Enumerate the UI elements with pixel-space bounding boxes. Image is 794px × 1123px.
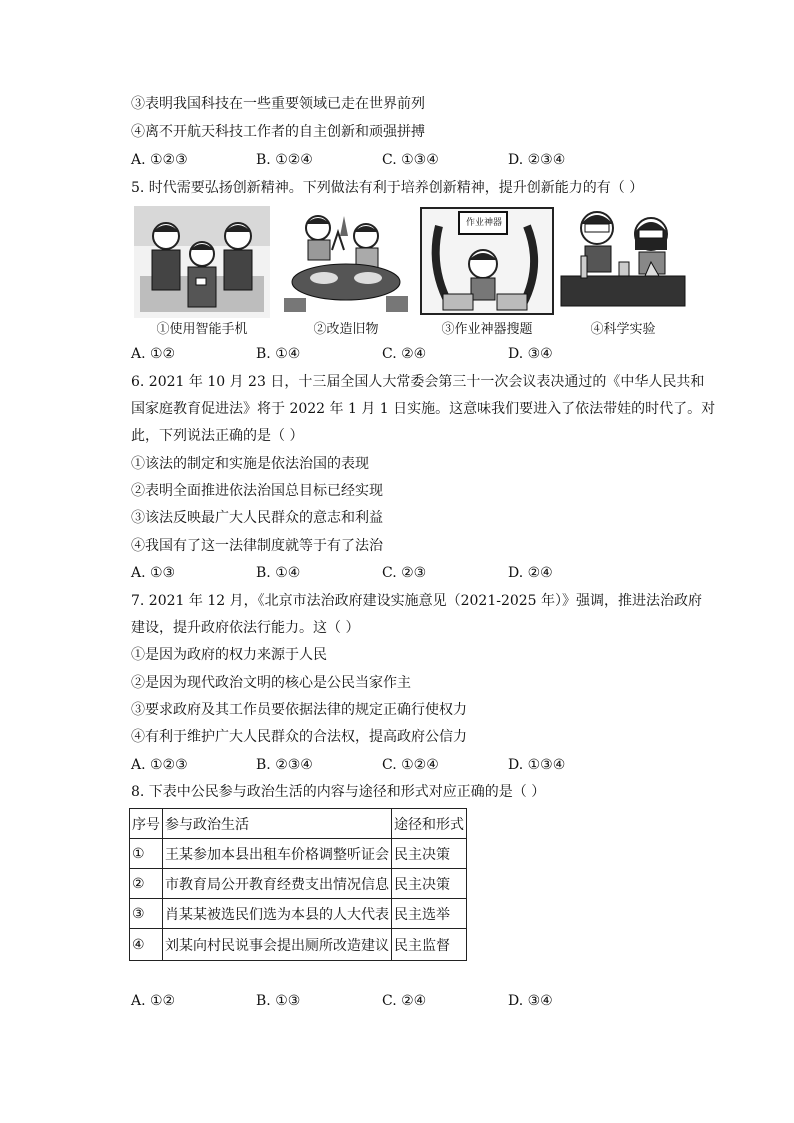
row-index: ③ bbox=[130, 899, 163, 929]
row-content: 市教育局公开教育经费支出情况信息 bbox=[163, 869, 392, 899]
row-content: 刘某向村民说事会提出厕所改造建议 bbox=[163, 929, 392, 961]
q4-options bbox=[131, 150, 691, 170]
option-b[interactable]: B. ①④ bbox=[256, 346, 301, 362]
q5-caption-3: ③作业神器搜题 bbox=[441, 322, 533, 337]
people-with-phones-icon bbox=[134, 206, 270, 318]
table-row bbox=[130, 899, 467, 929]
q5-image-4 bbox=[555, 206, 691, 338]
option-d[interactable]: D. ②④ bbox=[508, 565, 553, 581]
q8-options bbox=[131, 991, 691, 1011]
q7-item-1: ①是因为政府的权力来源于人民 bbox=[131, 647, 327, 663]
q5-options bbox=[131, 344, 691, 364]
row-index: ① bbox=[130, 839, 163, 869]
q8-table bbox=[129, 808, 467, 961]
option-c[interactable]: C. ②④ bbox=[382, 993, 427, 1009]
option-b[interactable]: B. ①③ bbox=[256, 993, 301, 1009]
q6-stem-line-2: 国家庭教育促进法》将于 2022 年 1 月 1 日实施。这意味我们要进入了依法带娃的时代了。对 bbox=[131, 401, 716, 417]
option-b[interactable]: B. ①④ bbox=[256, 565, 301, 581]
q6-stem-line-3: 此，下列说法正确的是（ ） bbox=[131, 428, 304, 444]
option-c[interactable]: C. ②③ bbox=[382, 565, 427, 581]
q5-caption-1: ①使用智能手机 bbox=[156, 322, 248, 337]
q7-stem-line-1: 7. 2021 年 12 月，《北京市法治政府建设实施意见（2021-2025 年）》强调，推进法治政府 bbox=[131, 593, 703, 609]
q6-item-4: ④我国有了这一法律制度就等于有了法治 bbox=[131, 538, 383, 554]
table-row bbox=[130, 869, 467, 899]
q4-item-4: ④离不开航天科技工作者的自主创新和顽强拼搏 bbox=[131, 124, 425, 140]
q7-item-2: ②是因为现代政治文明的核心是公民当家作主 bbox=[131, 675, 411, 691]
q6-item-2: ②表明全面推进依法治国总目标已经实现 bbox=[131, 483, 383, 499]
option-a[interactable]: A. ①②③ bbox=[131, 757, 188, 773]
option-a[interactable]: A. ①② bbox=[131, 346, 176, 362]
row-channel: 民主决策 bbox=[392, 869, 467, 899]
q5-caption-4: ④科学实验 bbox=[590, 322, 656, 337]
q4-item-3: ③表明我国科技在一些重要领域已走在世界前列 bbox=[131, 96, 425, 112]
row-channel: 民主监督 bbox=[392, 929, 467, 961]
q6-item-1: ①该法的制定和实施是依法治国的表现 bbox=[131, 456, 369, 472]
row-content: 肖某某被选民们选为本县的人大代表 bbox=[163, 899, 392, 929]
q7-item-3: ③要求政府及其工作员要依据法律的规定正确行使权力 bbox=[131, 702, 467, 718]
q5-stem: 5. 时代需要弘扬创新精神。下列做法有利于培养创新精神，提升创新能力的有（ ） bbox=[131, 180, 644, 196]
option-b[interactable]: B. ①②④ bbox=[256, 152, 313, 168]
homework-app-sign: 作业神器 bbox=[465, 218, 502, 228]
table-header-row bbox=[130, 809, 467, 839]
header-channel: 途径和形式 bbox=[392, 809, 467, 839]
option-d[interactable]: D. ①③④ bbox=[508, 757, 566, 773]
q6-stem-line-1: 6. 2021 年 10 月 23 日，十三届全国人大常委会第三十一次会议表决通过的《中华人民共和 bbox=[131, 374, 705, 390]
table-row bbox=[130, 839, 467, 869]
q5-image-row bbox=[131, 206, 691, 338]
row-channel: 民主决策 bbox=[392, 839, 467, 869]
option-c[interactable]: C. ①③④ bbox=[382, 152, 439, 168]
option-d[interactable]: D. ②③④ bbox=[508, 152, 566, 168]
option-c[interactable]: C. ②④ bbox=[382, 346, 427, 362]
q5-caption-2: ②改造旧物 bbox=[313, 322, 379, 337]
option-a[interactable]: A. ①② bbox=[131, 993, 176, 1009]
row-channel: 民主选举 bbox=[392, 899, 467, 929]
header-index: 序号 bbox=[130, 809, 163, 839]
q7-options bbox=[131, 755, 691, 775]
option-a[interactable]: A. ①②③ bbox=[131, 152, 188, 168]
q6-item-3: ③该法反映最广大人民群众的意志和利益 bbox=[131, 510, 383, 526]
q7-stem-line-2: 建设，提升政府依法行能力。这（ ） bbox=[131, 620, 360, 636]
row-index: ④ bbox=[130, 929, 163, 961]
q8-stem: 8. 下表中公民参与政治生活的内容与途径和形式对应正确的是（ ） bbox=[131, 784, 546, 800]
q5-image-3 bbox=[419, 206, 555, 338]
q7-item-4: ④有利于维护广大人民群众的合法权，提高政府公信力 bbox=[131, 729, 467, 745]
option-a[interactable]: A. ①③ bbox=[131, 565, 176, 581]
q5-image-1 bbox=[134, 206, 270, 338]
row-content: 王某参加本县出租车价格调整听证会 bbox=[163, 839, 392, 869]
row-index: ② bbox=[130, 869, 163, 899]
children-crafting-icon bbox=[278, 206, 414, 318]
header-participation: 参与政治生活 bbox=[163, 809, 392, 839]
q5-image-2 bbox=[278, 206, 414, 338]
option-c[interactable]: C. ①②④ bbox=[382, 757, 439, 773]
table-row bbox=[130, 929, 467, 961]
option-d[interactable]: D. ③④ bbox=[508, 346, 553, 362]
q6-options bbox=[131, 563, 691, 583]
option-b[interactable]: B. ②③④ bbox=[256, 757, 313, 773]
science-lab-icon bbox=[555, 206, 691, 318]
option-d[interactable]: D. ③④ bbox=[508, 993, 553, 1009]
